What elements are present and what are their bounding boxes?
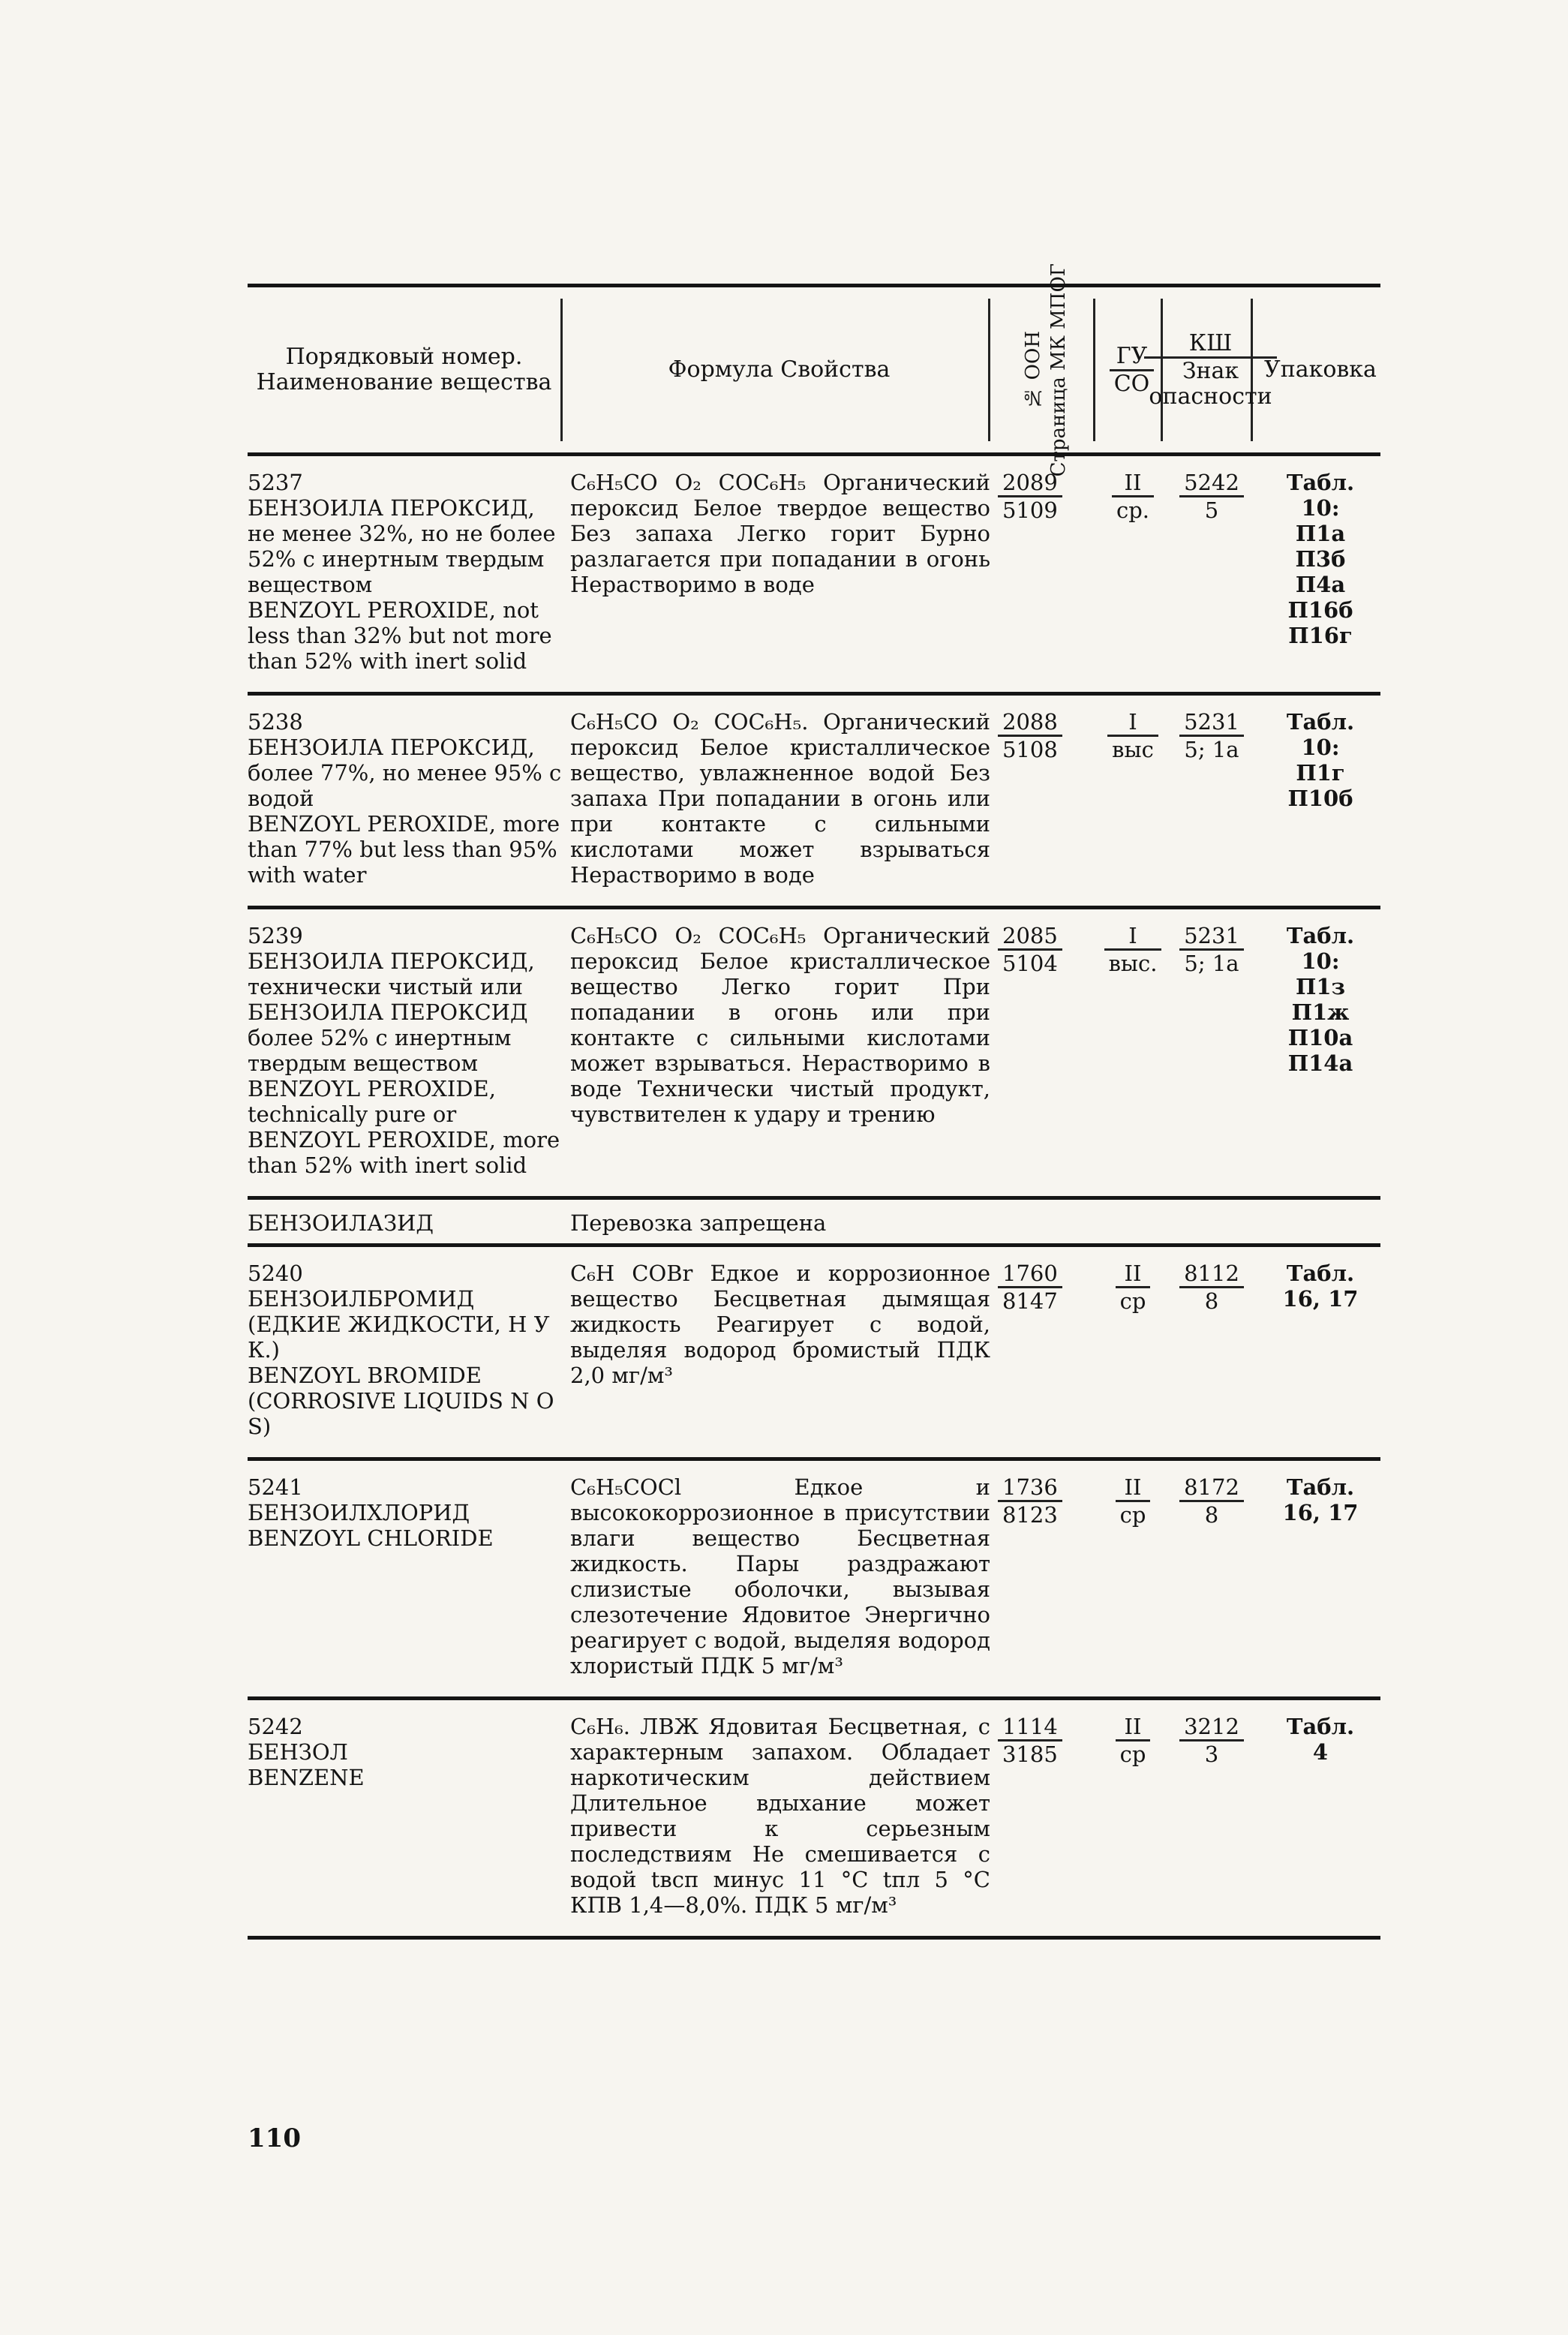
gu-value: II <box>1112 470 1154 497</box>
page-ref: 8147 <box>1002 1288 1058 1314</box>
formula-properties: C₆H₆. ЛВЖ Ядовитая Бесцветная, с характерным запахом. Обладает наркотическим действием Длительное вдыхание может привести к серьезным последствиям Не смешивается с водой tвсп минус 11 °С tпл 5 °С КПВ 1,4—8,0%. ПДК 5 мг/м³ <box>570 1714 990 1918</box>
packaging: Табл. 16, 17 <box>1282 1261 1359 1312</box>
ksh-sign <box>1170 923 1253 1178</box>
sign-value: 5; 1а <box>1184 737 1239 762</box>
packaging: Табл. 10: П1г П10б <box>1286 709 1355 811</box>
un-number <box>998 923 1095 1178</box>
un-number <box>998 470 1095 674</box>
co-value: ср <box>1119 1502 1146 1528</box>
gu-value: II <box>1116 1261 1151 1288</box>
ksh-value: 5231 <box>1179 709 1244 737</box>
sign-value: 5; 1а <box>1184 951 1239 976</box>
formula-properties: C₆H₅COCl Едкое и высококоррозионное в присутствии влаги вещество Бесцветная жидкость. Пары раздражают слизистые оболочки, вызывая слезотечение Ядовитое Энергично реагирует с водой, выделяя водород хлористый ПДК 5 мг/м³ <box>570 1474 990 1678</box>
packaging: Табл. 4 <box>1286 1714 1355 1765</box>
ksh-sign <box>1170 709 1253 888</box>
un-code: 2085 <box>998 923 1062 951</box>
header-co: СО <box>1113 370 1150 397</box>
formula-properties: C₆H₅CO O₂ COC₆H₅. Органический пероксид Белое кристаллическое вещество, увлажненное водой Без запаха При попадании в огонь или при контакте с сильными кислотами может взрываться Нерастворимо в воде <box>570 709 990 888</box>
substance-name: 5240 БЕНЗОИЛБРОМИД (ЕДКИЕ ЖИДКОСТИ, Н У К.) BENZOYL BROMIDE (CORROSIVE LIQUIDS N O S) <box>248 1261 554 1439</box>
un-number <box>998 1714 1095 1918</box>
packaging: Табл. 10: П1а П3б П4а П16б П16г <box>1286 470 1355 648</box>
sign-value: 8 <box>1204 1288 1219 1314</box>
page-ref: 5104 <box>1002 951 1058 976</box>
ksh-value: 3212 <box>1179 1714 1244 1741</box>
table-header <box>248 263 1380 477</box>
ksh-value: 5231 <box>1179 923 1244 951</box>
sign-value: 5 <box>1204 497 1219 523</box>
un-number <box>998 709 1095 888</box>
packaging: Табл. 10: П1з П1ж П10а П14а <box>1286 923 1355 1076</box>
ksh-value: 8172 <box>1179 1474 1244 1502</box>
substance-name: 5242 БЕНЗОЛ BENZENE <box>248 1714 365 1790</box>
formula-properties: C₆H₅CO O₂ COC₆H₅ Органический пероксид Белое кристаллическое вещество Легко горит При попадании в огонь или при контакте с сильными кислотами может взрываться. Нерастворимо в воде Технически чистый продукт, чувствителен к удару и трению <box>570 923 990 1127</box>
un-number <box>998 1261 1095 1439</box>
banned-row <box>248 1200 1380 1243</box>
substance-name: 5239 БЕНЗОИЛА ПЕРОКСИД, технически чистый или БЕНЗОИЛА ПЕРОКСИД более 52% с инертным твердым веществом BENZOYL PEROXIDE, technically pure or BENZOYL PEROXIDE, more than 52% with inert solid <box>248 923 560 1178</box>
page-ref: 8123 <box>1002 1502 1058 1528</box>
gu-value: II <box>1116 1714 1151 1741</box>
un-number <box>998 1474 1095 1678</box>
substance-name: 5237 БЕНЗОИЛА ПЕРОКСИД, не менее 32%, но не более 52% с инертным твердым веществом BENZOYL PEROXIDE, not less than 32% but not more than 52% with inert solid <box>248 470 556 674</box>
gu-co <box>1103 1714 1163 1918</box>
page-ref: 5108 <box>1002 737 1058 762</box>
gu-co <box>1103 1474 1163 1678</box>
header-un: № ООН <box>1021 331 1044 409</box>
un-code: 1760 <box>998 1261 1062 1288</box>
header-ksh-top: КШ <box>1144 331 1276 359</box>
header-un-page <box>998 263 1095 477</box>
un-code: 1114 <box>998 1714 1062 1741</box>
gu-value: I <box>1107 709 1158 737</box>
ksh-sign <box>1170 470 1253 674</box>
co-value: выс. <box>1108 951 1158 976</box>
page-ref: 5109 <box>1002 497 1058 523</box>
ksh-sign <box>1170 1714 1253 1918</box>
packaging: Табл. 16, 17 <box>1282 1474 1359 1525</box>
co-value: ср <box>1119 1288 1146 1314</box>
co-value: выс <box>1112 737 1154 762</box>
table-row <box>248 1247 1380 1457</box>
header-formula: Формула Свойства <box>570 299 990 441</box>
gu-value: I <box>1104 923 1162 951</box>
formula-properties: C₆H₅CO O₂ COC₆H₅ Органический пероксид Белое твердое вещество Без запаха Легко горит Бурно разлагается при попадании в огонь Нерастворимо в воде <box>570 470 990 597</box>
gu-co <box>1103 923 1163 1178</box>
un-code: 1736 <box>998 1474 1062 1502</box>
ksh-value: 5242 <box>1179 470 1244 497</box>
substance-name: 5238 БЕНЗОИЛА ПЕРОКСИД, более 77%, но менее 95% с водой BENZOYL PEROXIDE, more than 77% but less than 95% with water <box>248 709 562 888</box>
formula-properties: C₆H COBr Едкое и коррозионное вещество Бесцветная дымящая жидкость Реагирует с водой, выделяя водород бромистый ПДК 2,0 мг/м³ <box>570 1261 990 1388</box>
co-value: ср. <box>1116 497 1150 523</box>
page <box>248 263 1380 1940</box>
header-gu: ГУ <box>1110 344 1155 371</box>
co-value: ср <box>1119 1741 1146 1767</box>
ksh-sign <box>1170 1474 1253 1678</box>
header-sign: Знак опасности <box>1149 357 1272 410</box>
table-row <box>248 1461 1380 1696</box>
gu-co <box>1103 709 1163 888</box>
header-ksh <box>1149 299 1272 441</box>
un-code: 2088 <box>998 709 1062 737</box>
banned-desc: Перевозка запрещена <box>570 1210 827 1236</box>
gu-co <box>1103 470 1163 674</box>
table-row <box>248 456 1380 692</box>
header-name: Порядковый номер. Наименование вещества <box>248 299 563 441</box>
header-page: Страница МК МПОГ <box>1047 263 1070 477</box>
banned-name: БЕНЗОИЛАЗИД <box>248 1210 434 1236</box>
table-row <box>248 1700 1380 1936</box>
sign-value: 3 <box>1204 1741 1219 1767</box>
gu-value: II <box>1116 1474 1151 1502</box>
sign-value: 8 <box>1204 1502 1219 1528</box>
substance-name: 5241 БЕНЗОИЛХЛОРИД BENZOYL CHLORIDE <box>248 1474 494 1551</box>
page-ref: 3185 <box>1002 1741 1058 1767</box>
gu-co <box>1103 1261 1163 1439</box>
table-row <box>248 696 1380 906</box>
page-number: 110 <box>248 2123 301 2153</box>
header-pack: Упаковка <box>1264 356 1377 383</box>
ksh-value: 8112 <box>1179 1261 1244 1288</box>
table-row <box>248 909 1380 1196</box>
un-code: 2089 <box>998 470 1062 497</box>
row-rule <box>248 1936 1380 1940</box>
ksh-sign <box>1170 1261 1253 1439</box>
